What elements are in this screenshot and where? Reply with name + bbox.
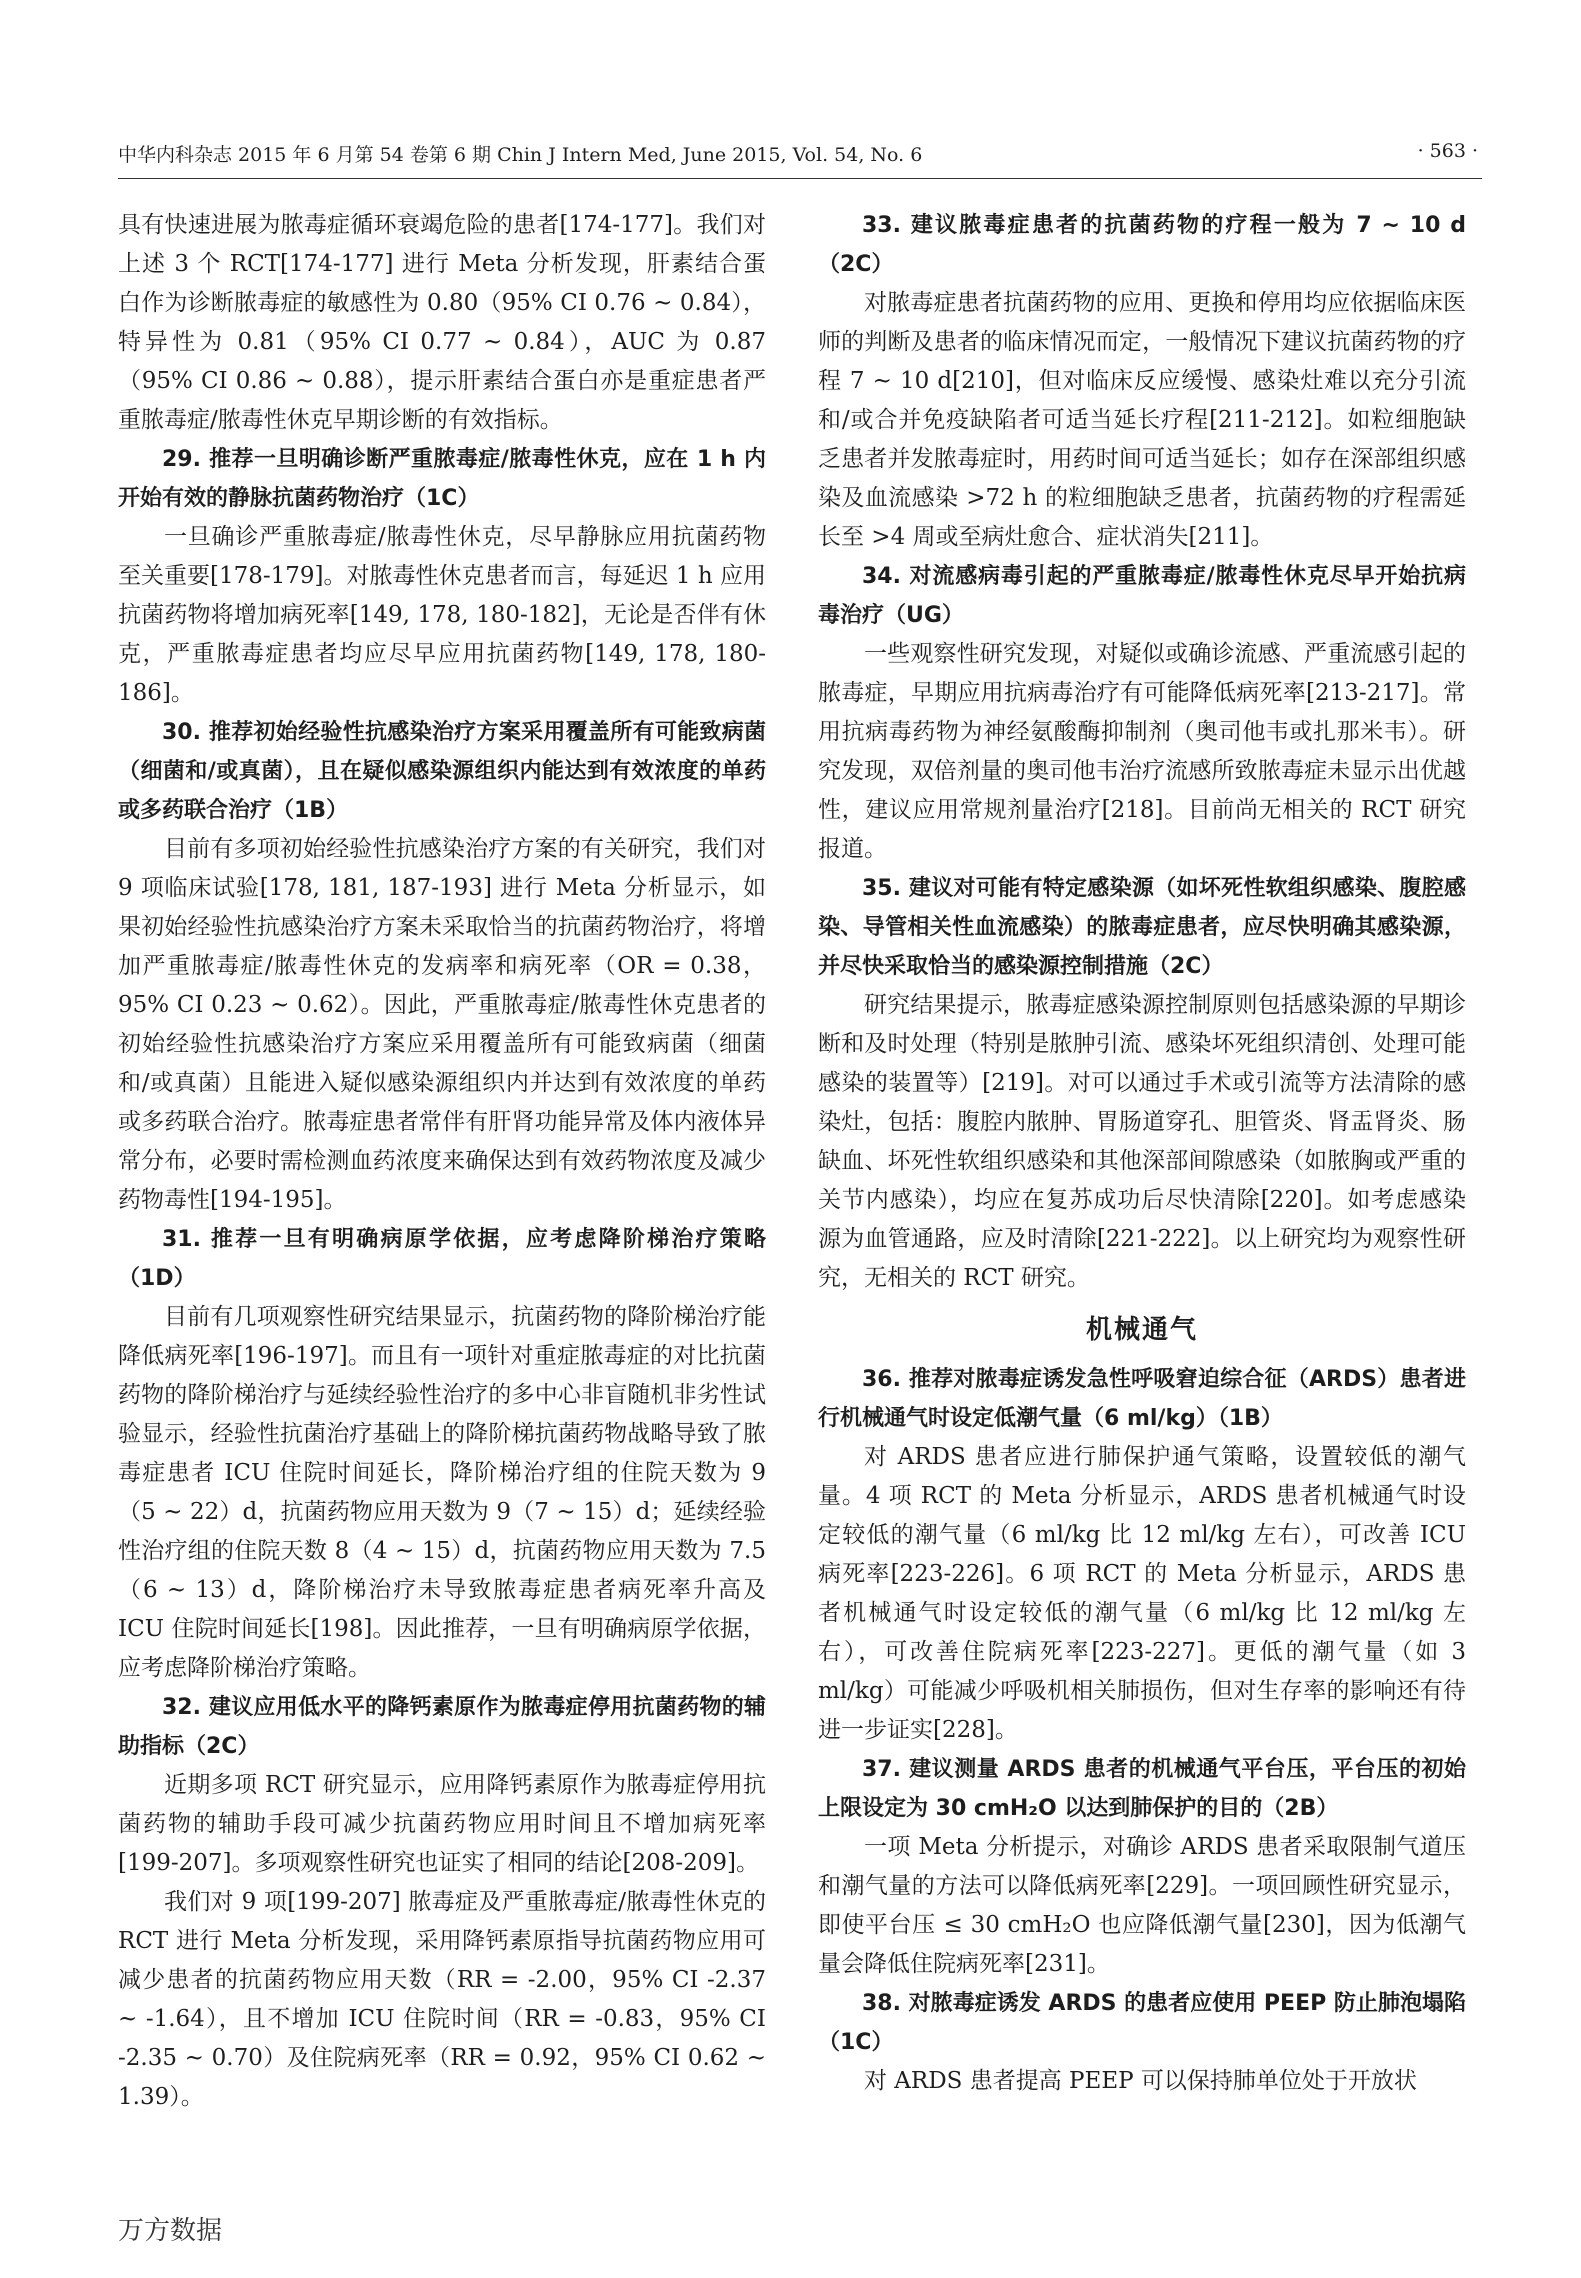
recommendation-heading: 36. 推荐对脓毒症诱发急性呼吸窘迫综合征（ARDS）患者进行机械通气时设定低潮气量（6 ml/kg）（1B） (818, 1367, 1466, 1431)
journal-citation: 中华内科杂志 2015 年 6 月第 54 卷第 6 期 Chin J Intern Med, June 2015, Vol. 54, No. 6 (118, 144, 923, 166)
running-header (118, 140, 1478, 180)
body-paragraph: 对 ARDS 患者应进行肺保护通气策略，设置较低的潮气量。4 项 RCT 的 Meta 分析显示，ARDS 患者机械通气时设定较低的潮气量（6 ml/kg 比 12 ml/kg 左右），可改善 ICU 病死率[223-226]。6 项 RCT 的 Meta 分析显示，ARDS 患者机械通气时设定较低的潮气量（6 ml/kg 比 12 ml/kg 左右），可改善住院病死率[223-227]。更低的潮气量（如 3 ml/kg）可能减少呼吸机相关肺损伤，但对生存率的影响还有待进一步证实[228]。 (818, 1444, 1466, 1743)
recommendation-heading: 32. 建议应用低水平的降钙素原作为脓毒症停用抗菌药物的辅助指标（2C） (118, 1695, 766, 1759)
recommendation-heading: 33. 建议脓毒症患者的抗菌药物的疗程一般为 7 ~ 10 d（2C） (818, 213, 1466, 277)
body-paragraph: 目前有几项观察性研究结果显示，抗菌药物的降阶梯治疗能降低病死率[196-197]。而且有一项针对重症脓毒症的对比抗菌药物的降阶梯治疗与延续经验性治疗的多中心非盲随机非劣性试验显示，经验性抗菌治疗基础上的降阶梯抗菌药物战略导致了脓毒症患者 ICU 住院时间延长，降阶梯治疗组的住院天数为 9（5 ~ 22）d，抗菌药物应用天数为 9（7 ~ 15）d；延续经验性治疗组的住院天数 8（4 ~ 15）d，抗菌药物应用天数为 7.5（6 ~ 13）d，降阶梯治疗未导致脓毒症患者病死率升高及 ICU 住院时间延长[198]。因此推荐，一旦有明确病原学依据，应考虑降阶梯治疗策略。 (118, 1304, 766, 1681)
section-title: 机械通气 (1085, 1315, 1198, 1345)
recommendation-heading: 37. 建议测量 ARDS 患者的机械通气平台压，平台压的初始上限设定为 30 cmH₂O 以达到肺保护的目的（2B） (818, 1757, 1466, 1821)
recommendation-heading: 30. 推荐初始经验性抗感染治疗方案采用覆盖所有可能致病菌（细菌和/或真菌），且在疑似感染源组织内能达到有效浓度的单药或多药联合治疗（1B） (118, 720, 766, 823)
body-paragraph: 一旦确诊严重脓毒症/脓毒性休克，尽早静脉应用抗菌药物至关重要[178-179]。对脓毒性休克患者而言，每延迟 1 h 应用抗菌药物将增加病死率[149, 178, 180-182]，无论是否伴有休克，严重脓毒症患者均应尽早应用抗菌药物[149, 178, 180-186]。 (118, 524, 766, 706)
recommendation-heading: 31. 推荐一旦有明确病原学依据，应考虑降阶梯治疗策略（1D） (118, 1227, 766, 1291)
page-number: · 563 · (1417, 140, 1478, 162)
body-paragraph: 对 ARDS 患者提高 PEEP 可以保持肺单位处于开放状 (864, 2068, 1417, 2094)
recommendation-heading: 35. 建议对可能有特定感染源（如坏死性软组织感染、腹腔感染、导管相关性血流感染）的脓毒症患者，应尽快明确其感染源，并尽快采取恰当的感染源控制措施（2C） (818, 876, 1466, 979)
right-column (818, 206, 1466, 2101)
watermark: 万方数据 (118, 2216, 223, 2246)
recommendation-heading: 38. 对脓毒症诱发 ARDS 的患者应使用 PEEP 防止肺泡塌陷（1C） (818, 1991, 1466, 2055)
body-paragraph: 研究结果提示，脓毒症感染源控制原则包括感染源的早期诊断和及时处理（特别是脓肿引流、感染坏死组织清创、处理可能感染的装置等）[219]。对可以通过手术或引流等方法清除的感染灶，包括：腹腔内脓肿、胃肠道穿孔、胆管炎、肾盂肾炎、肠缺血、坏死性软组织感染和其他深部间隙感染（如脓胸或严重的关节内感染），均应在复苏成功后尽快清除[220]。如考虑感染源为血管通路，应及时清除[221-222]。以上研究均为观察性研究，无相关的 RCT 研究。 (818, 992, 1466, 1291)
recommendation-heading: 29. 推荐一旦明确诊断严重脓毒症/脓毒性休克，应在 1 h 内开始有效的静脉抗菌药物治疗（1C） (118, 447, 766, 511)
recommendation-heading: 34. 对流感病毒引起的严重脓毒症/脓毒性休克尽早开始抗病毒治疗（UG） (818, 564, 1466, 628)
body-paragraph: 具有快速进展为脓毒症循环衰竭危险的患者[174-177]。我们对上述 3 个 RCT[174-177] 进行 Meta 分析发现，肝素结合蛋白作为诊断脓毒症的敏感性为 0.80（95% CI 0.76 ~ 0.84），特异性为 0.81（95% CI 0.77 ~ 0.84），AUC 为 0.87（95% CI 0.86 ~ 0.88），提示肝素结合蛋白亦是重症患者严重脓毒症/脓毒性休克早期诊断的有效指标。 (118, 212, 766, 433)
body-paragraph: 近期多项 RCT 研究显示，应用降钙素原作为脓毒症停用抗菌药物的辅助手段可减少抗菌药物应用时间且不增加病死率[199-207]。多项观察性研究也证实了相同的结论[208-209]。 (118, 1772, 766, 1876)
body-paragraph: 一项 Meta 分析提示，对确诊 ARDS 患者采取限制气道压和潮气量的方法可以降低病死率[229]。一项回顾性研究显示，即使平台压 ≤ 30 cmH₂O 也应降低潮气量[230]，因为低潮气量会降低住院病死率[231]。 (818, 1834, 1466, 1977)
left-column (118, 206, 766, 2117)
header-rule (118, 178, 1482, 179)
body-paragraph: 目前有多项初始经验性抗感染治疗方案的有关研究，我们对 9 项临床试验[178, 181, 187-193] 进行 Meta 分析显示，如果初始经验性抗感染治疗方案未采取恰当的抗菌药物治疗，将增加严重脓毒症/脓毒性休克的发病率和病死率（OR = 0.38，95% CI 0.23 ~ 0.62）。因此，严重脓毒症/脓毒性休克患者的初始经验性抗感染治疗方案应采用覆盖所有可能致病菌（细菌和/或真菌）且能进入疑似感染源组织内并达到有效浓度的单药或多药联合治疗。脓毒症患者常伴有肝肾功能异常及体内液体异常分布，必要时需检测血药浓度来确保达到有效药物浓度及减少药物毒性[194-195]。 (118, 836, 766, 1213)
body-paragraph: 我们对 9 项[199-207] 脓毒症及严重脓毒症/脓毒性休克的 RCT 进行 Meta 分析发现，采用降钙素原指导抗菌药物应用可减少患者的抗菌药物应用天数（RR = -2.00，95% CI -2.37 ~ -1.64），且不增加 ICU 住院时间（RR = -0.83，95% CI -2.35 ~ 0.70）及住院病死率（RR = 0.92，95% CI 0.62 ~ 1.39）。 (118, 1889, 766, 2110)
body-paragraph: 对脓毒症患者抗菌药物的应用、更换和停用均应依据临床医师的判断及患者的临床情况而定，一般情况下建议抗菌药物的疗程 7 ~ 10 d[210]，但对临床反应缓慢、感染灶难以充分引流和/或合并免疫缺陷者可适当延长疗程[211-212]。如粒细胞缺乏患者并发脓毒症时，用药时间可适当延长；如存在深部组织感染及血流感染 >72 h 的粒细胞缺乏患者，抗菌药物的疗程需延长至 >4 周或至病灶愈合、症状消失[211]。 (818, 290, 1466, 550)
body-paragraph: 一些观察性研究发现，对疑似或确诊流感、严重流感引起的脓毒症，早期应用抗病毒治疗有可能降低病死率[213-217]。常用抗病毒药物为神经氨酸酶抑制剂（奥司他韦或扎那米韦）。研究发现，双倍剂量的奥司他韦治疗流感所致脓毒症未显示出优越性，建议应用常规剂量治疗[218]。目前尚无相关的 RCT 研究报道。 (818, 641, 1466, 862)
